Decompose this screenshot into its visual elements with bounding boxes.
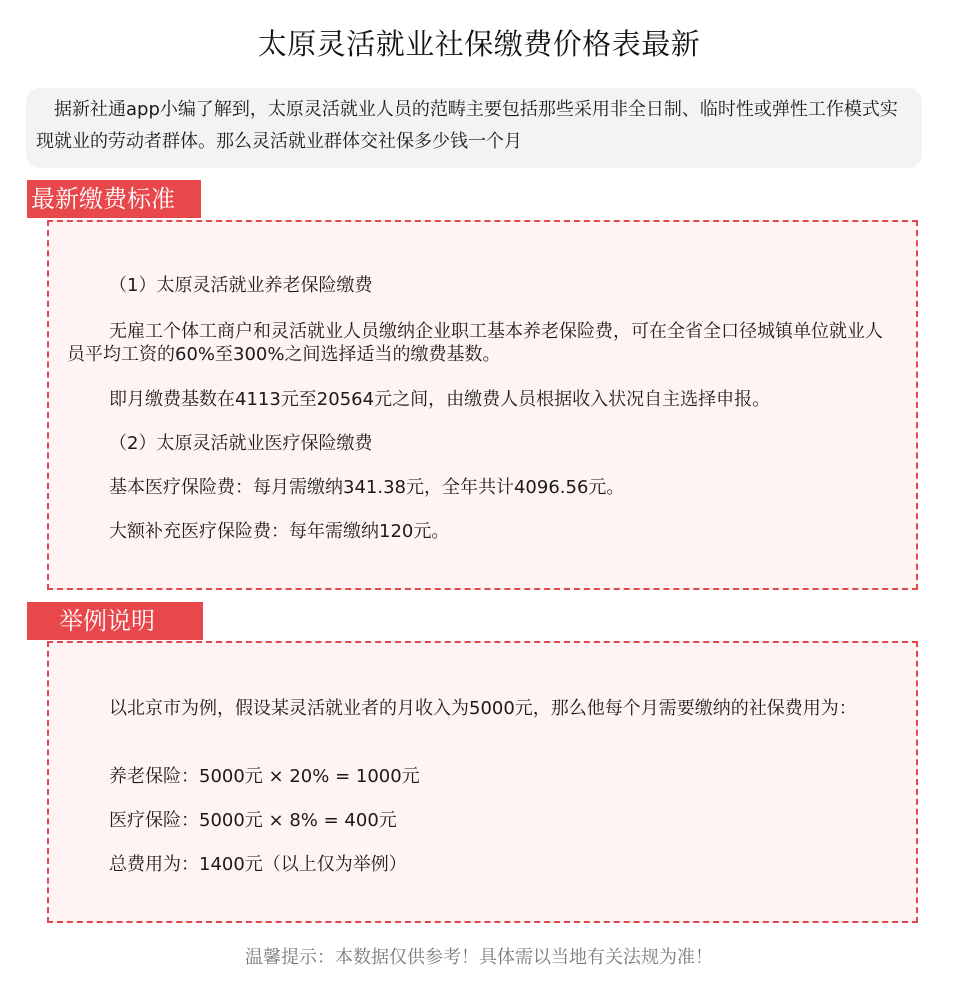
page-title: 太原灵活就业社保缴费价格表最新 <box>257 27 701 61</box>
example-intro: 以北京市为例，假设某灵活就业者的月收入为5000元，那么他每个月需要缴纳的社保费用为： <box>109 698 857 719</box>
medical-subheading: （2）太原灵活就业医疗保险缴费 <box>109 433 373 454</box>
section-heading-fee-standard: 最新缴费标准 <box>27 180 201 218</box>
pension-description: 无雇工个体工商户和灵活就业人员缴纳企业职工基本养老保险费，可在全省全口径城镇单位就业人员平均工资的60%至300%之间选择适当的缴费基数。 <box>67 321 883 365</box>
fee-standard-panel <box>47 220 918 590</box>
example-pension: 养老保险：5000元 × 20% = 1000元 <box>109 766 420 787</box>
pension-base-range: 即月缴费基数在4113元至20564元之间，由缴费人员根据收入状况自主选择申报。 <box>109 389 771 410</box>
pension-subheading: （1）太原灵活就业养老保险缴费 <box>109 275 373 296</box>
basic-medical-fee: 基本医疗保险费：每月需缴纳341.38元，全年共计4096.56元。 <box>109 477 625 498</box>
intro-paragraph: 据新社通app小编了解到，太原灵活就业人员的范畴主要包括那些采用非全日制、临时性或弹性工作模式实现就业的劳动者群体。那么灵活就业群体交社保多少钱一个月 <box>26 88 922 168</box>
example-panel <box>47 641 918 923</box>
example-medical: 医疗保险：5000元 × 8% = 400元 <box>109 810 397 831</box>
example-total: 总费用为：1400元（以上仅为举例） <box>109 854 407 875</box>
section-heading-example: 举例说明 <box>27 602 203 640</box>
supplementary-medical-fee: 大额补充医疗保险费：每年需缴纳120元。 <box>109 521 450 542</box>
footer-tip: 温馨提示：本数据仅供参考！具体需以当地有关法规为准！ <box>245 947 713 968</box>
